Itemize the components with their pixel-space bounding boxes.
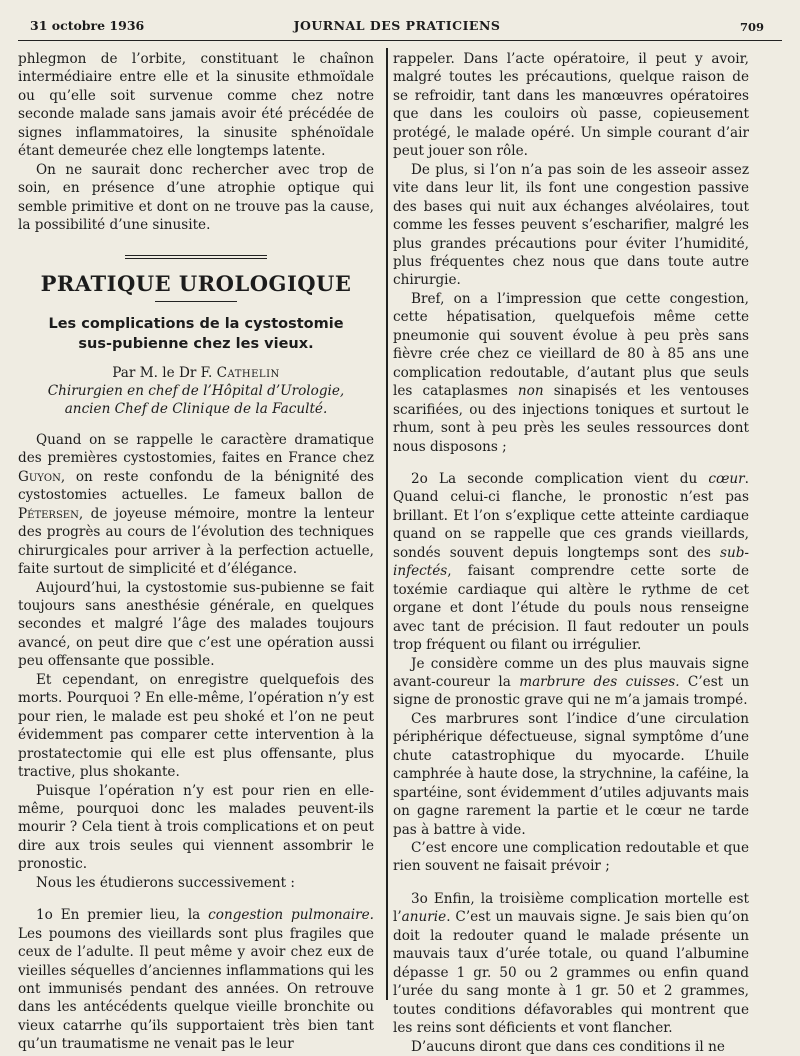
paragraph xyxy=(393,890,749,1038)
paragraph: phlegmon de l’orbite, constituant le chaînon intermédiaire entre elle et la sinusite ethmoïdale ou qu’elle soit survenue comme chez notre seconde malade sans jamais avoir été précédée de signes inflammatoires, la sinusite sphénoïdale étant demeurée chez elle longtemps latente. xyxy=(18,51,374,160)
paragraph: Puisque l’opération n’y est pour rien en elle-même, pourquoi donc les malades peuvent-ils mourir ? Cela tient à trois complications et on peut dire aux trois seules qui viennent assombrir le pronostic. xyxy=(18,782,374,873)
text-run: . C’est un mauvais signe. Je sais bien qu’on doit la redouter quand le malade présente un mauvais taux d’urée totale, ou quand l’albumine dépasse 1 gr. 50 ou 2 grammes ou enfin quand l’urée du sang monte à 1 gr. 50 et 2 grammes, toutes conditions défavorables qui montrent que les reins sont déficients et vont flancher. xyxy=(393,909,749,1037)
byline xyxy=(18,364,374,382)
section-divider xyxy=(125,255,267,259)
page-number: 709 xyxy=(739,20,764,34)
column-divider xyxy=(386,48,388,1000)
header-rule xyxy=(18,40,782,41)
author-name: Cathelin xyxy=(216,364,280,381)
issue-date: 31 octobre 1936 xyxy=(30,18,145,33)
journal-title: JOURNAL DES PRATICIENS xyxy=(293,18,501,33)
paragraph xyxy=(393,470,749,655)
text-run: Je considère comme un des plus mauvais signe avant-coureur la xyxy=(393,655,749,690)
paragraph: Aujourd’hui, la cystostomie sus-pubienne se fait toujours sans anesthésie générale, en quelques secondes et malgré l’âge des malades toujours avancé, on peut dire que c’est une opération aussi peu offensante que possible. xyxy=(18,579,374,670)
person-name: Pétersen xyxy=(18,505,79,522)
emphasis: sub-infectés xyxy=(393,544,749,580)
paragraph: D’aucuns diront que dans ces conditions il ne xyxy=(411,1038,725,1055)
text-run: sinapisés et les ventouses scarifiées, ou des injections toniques et surtout le rhum, sont à peu près les seules ressources dont nous disposons ; xyxy=(393,383,749,455)
text-run: , on reste confondu de la bénignité des cystostomies actuelles. Le fameux ballon de xyxy=(18,468,374,504)
text-run: 1o En premier lieu, la xyxy=(36,907,209,924)
emphasis: anurie xyxy=(401,909,447,926)
emphasis: cœur xyxy=(708,470,745,487)
text-run: Bref, on a l’impression que cette congestion, cette hépatisation, quelquefois même cette pneumonie qui souvent évolue à peu près sans fièvre crée chez ce vieillard de 80 à 85 ans une complication redoutable, d’autant plus que seuls les cataplasmes xyxy=(393,290,749,400)
affiliation-line: ancien Chef de Clinique de la Faculté. xyxy=(64,401,328,418)
right-column xyxy=(393,50,749,1056)
paragraph xyxy=(393,655,749,710)
paragraph: Ces marbrures sont l’indice d’une circulation périphérique défectueuse, signal symptôme d’une chute catastrophique du myocarde. L’huile camphrée à haute dose, la strychnine, la caféine, la spartéine, sont évidemment d’utiles adjuvants mais on gagne rarement la partie et le cœur ne tarde pas à battre à vide. xyxy=(393,710,749,838)
text-run: C’est un signe de pronostic grave qui ne m’a jamais trompé. xyxy=(393,673,749,709)
paragraph: Et cependant, on enregistre quelquefois des morts. Pourquoi ? En elle-même, l’opération n’y est pour rien, le malade est peu shoké et l’on ne peut évidemment pas comparer cette intervention à la prostatectomie qui elle est plus offensante, plus tractive, plus shokante. xyxy=(18,671,374,781)
author-affiliation xyxy=(18,382,374,419)
emphasis: marbrure des cuisses. xyxy=(519,673,680,690)
emphasis: congestion pulmonaire. xyxy=(208,907,374,924)
person-name: Guyon xyxy=(18,468,61,485)
section-underline xyxy=(155,301,237,302)
text-run: Quand on se rappelle le caractère dramatique des premières cystostomies, faites en France chez xyxy=(18,431,374,467)
text-run: Les poumons des vieillards sont plus fragiles que ceux de l’adulte. Il peut même y avoir chez eux de vieilles séquelles d’anciennes inflammations qui les ont immunisés pendant des années. On retrouve dans les antécédents quelque vieille bronchite ou vieux catarrhe qu’ils supportaient très bien tant qu’un traumatisme ne venait pas le leur xyxy=(18,925,374,1053)
article-title xyxy=(18,314,374,354)
paragraph xyxy=(393,290,749,456)
left-column xyxy=(18,50,374,1054)
byline-prefix: Par M. le Dr F. xyxy=(112,364,217,381)
page-header xyxy=(30,16,764,40)
affiliation-line: Chirurgien en chef de l’Hôpital d’Urologie, xyxy=(47,382,345,399)
paragraph: C’est encore une complication redoutable et que rien souvent ne faisait prévoir ; xyxy=(393,840,749,875)
text-run: 2o La seconde complication vient du xyxy=(411,470,709,487)
paragraph: De plus, si l’on n’a pas soin de les asseoir assez vite dans leur lit, ils font une congestion passive des bases qui nuit aux échanges alvéolaires, tout comme les fesses peuvent s’escharifier, malgré les plus grandes précautions pour éviter l’humidité, plus fréquentes chez nous que dans toute autre chirurgie. xyxy=(393,161,749,289)
text-run: , de joyeuse mémoire, montre la lenteur des progrès au cours de l’évolution des techniques chirurgicales pour arriver à la perfection actuelle, faite surtout de simplicité et d’élégance. xyxy=(18,505,374,578)
section-title: PRATIQUE UROLOGIQUE xyxy=(40,270,352,296)
text-run: 3o Enfin, la troisième complication mortelle est l’ xyxy=(393,890,749,926)
emphasis: non xyxy=(517,383,544,400)
paragraph xyxy=(18,906,374,1054)
paragraph: rappeler. Dans l’acte opératoire, il peut y avoir, malgré toutes les précautions, quelque raison de se refroidir, tant dans les manœuvres opératoires que dans les couloirs où passe, copieusement protégé, le malade opéré. Un simple courant d’air peut jouer son rôle. xyxy=(393,51,749,160)
article-title-line: Les complications de la cystostomie xyxy=(48,315,344,332)
text-run: . Quand celui-ci flanche, le pronostic n’est pas brillant. Et l’on s’explique cette atteinte cardiaque quand on se rappelle que ces grands vieillards, sondés souvent depuis longtemps sont des xyxy=(393,470,749,561)
text-run: , faisant comprendre cette sorte de toxémie cardiaque qui altère le rythme de cet organe et dont l’étude du pouls nous renseigne avec tant de précision. Il faut redouter un pouls trop fréquent ou filant ou irrégulier. xyxy=(393,563,749,654)
paragraph: Nous les étudierons successivement : xyxy=(36,874,295,891)
paragraph: On ne saurait donc rechercher avec trop de soin, en présence d’une atrophie optique qui semble primitive et dont on ne trouve pas la cause, la possibilité d’une sinusite. xyxy=(18,161,374,234)
article-title-line: sus-pubienne chez les vieux. xyxy=(78,335,314,352)
paragraph xyxy=(18,431,374,579)
